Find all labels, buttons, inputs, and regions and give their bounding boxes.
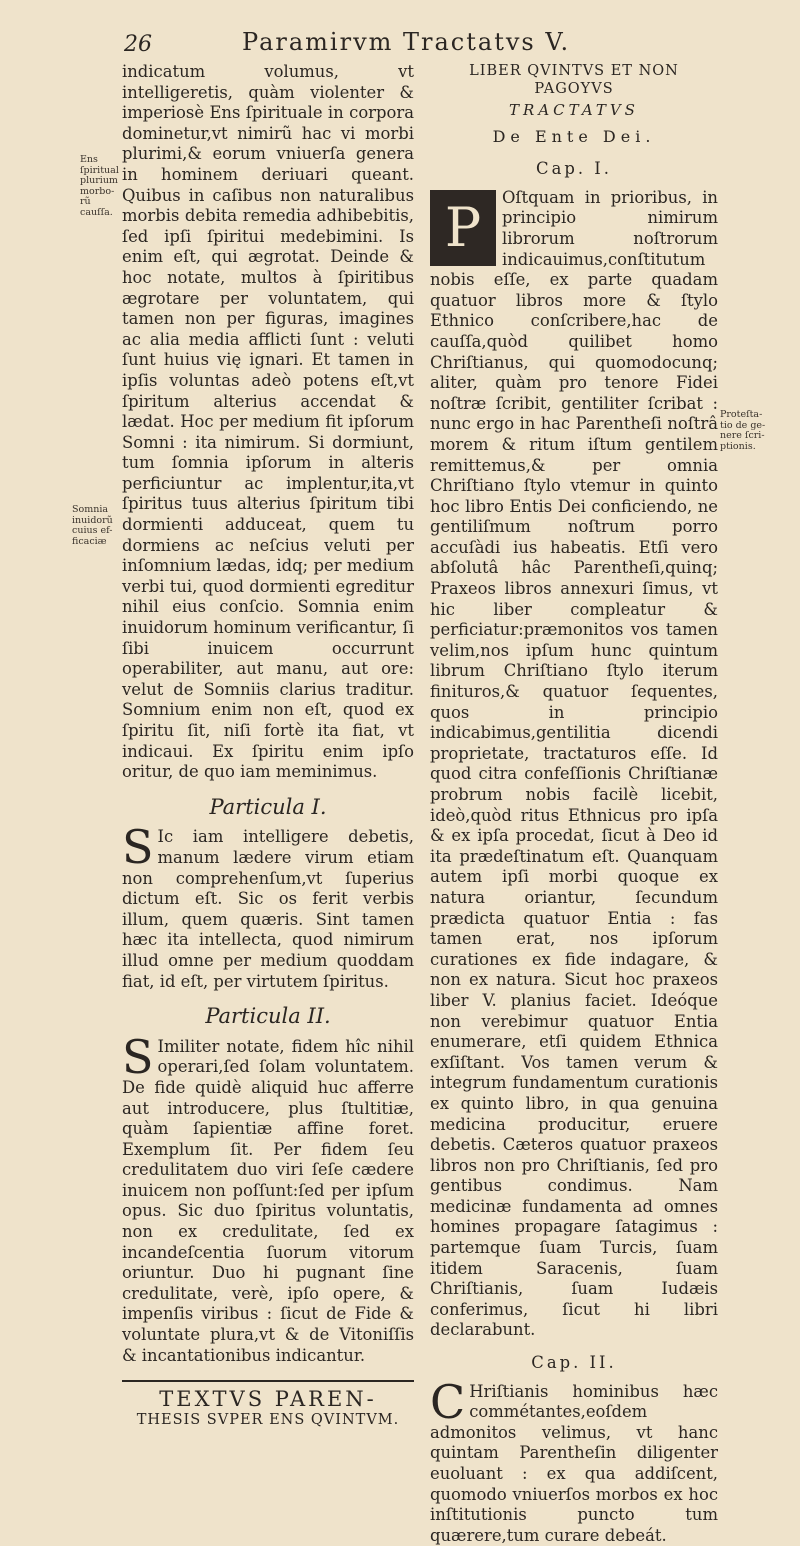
drop-cap: S <box>122 1029 154 1084</box>
body-paragraph: P Oſtquam in prioribus, in principio nimirum librorum noſtrorum indicauimus,conſtitutum nobis eſſe, ex parte quadam quatuor libros more & ſtylo Ethnico conſcribere,hac de cauſſa,quòd quilibet homo Chriſtianus, qui quomodocunq; aliter, quàm pro tenore Fidei noſtræ ſcribit, gentiliter ſcribat : nunc ergo in hac Parentheſi noſtrâ morem & ritum iſtum gentilem remittemus,& per omnia Chriſtiano ſtylo vtemur in quinto hoc libro Entis Dei conficiendo, ne gentiliſmum noſtrum porro accuſàdi ius habeatis. Etſi vero abſolutâ hâc Parentheſi,quinq; Praxeos libros annexuri ſimus, vt hic liber compleatur & perficiatur:præmonitos vos tamen velim,nos ipſum hunc quintum librum Chriſtiano ſtylo iterum finituros,& quatuor ſequentes, quos in principio indicabimus,gentilitia dicendi proprietate, tractaturos eſſe. Id quod citra confeſſionis Chriſtianæ probrum nobis facilè licebit, ideò,quòd ritus Ethnicus pro ipſa & ex ipſa procedat, ſicut à Deo id ita prædeſtinatum eſt. Quanquam autem ipſi morbi quoque ex natura oriantur, ſecundum prædicta quatuor Entia : fas tamen erat, nos ipſorum curationes ex fide indagare, & non ex natura. Sicut hoc praxeos liber V. planius faciet. Ideóque non verebimur quatuor Entia enumerare, etſi quidem Ethnica exſiſtant. Vos tamen verum & integrum fundamentum curationis ex quinto libro, in qua genuina medicina producitur, eruere debetis. Cæteros quatuor praxeos libros non pro Chriſtianis, ſed pro gentibus condimus. Nam medicinæ fundamenta ad omnes homines propagare ſatagimus : partemque ſuam Turcis, ſuam itidem Saracenis, ſuam Chriſtianis, ſuam Iudæis conferimus, ſicut hi libri declarabunt. <box>430 187 718 1340</box>
treatise-title: De Ente Dei. <box>492 126 656 146</box>
tractatus-title: TRACTATVS <box>509 101 639 119</box>
drop-cap: S <box>122 820 154 875</box>
section-heading: Particula II. <box>205 1004 331 1029</box>
divider-rule <box>122 1380 414 1382</box>
chapter-heading: Cap. I. <box>536 159 612 179</box>
body-paragraph: S Ic iam intelligere debetis, manum lædere virum etiam non comprehenſum,vt ſuperius dictum eſt. Sic os ferit verbis illum, quem quæris. Sint tamen hæc ita intellecta, quod nimirum illud omne per medium quoddam fiat, id eſt, per virtutem ſpiritus. <box>122 820 414 991</box>
section-heading: Particula I. <box>209 794 327 819</box>
margin-note: Ens ſpiritual plurium morbo- rũ cauſſa. <box>80 154 119 218</box>
body-paragraph: indicatum volumus, vt intelligeretis, quàm violenter & imperiosè Ens ſpirituale in corpora dominetur,vt nimirũ hac vi morbi plurimi,& eorum vniuerſa genera in hominem deriuari queant. Quibus in caſibus non naturalibus morbis debita remedia adhibebitis, ſed ipſi ſpiritui medebimini. Is enim eſt, qui ægrotat. Deinde & hoc notate, multos à ſpiritibus ægrotare per voluntatem, qui tamen non per figuras, imagines ac alia media afflicti ſunt : veluti ſunt huius vię ignari. Et tamen in ipſis voluntas adeò potens eſt,vt ſpiritum alterius accendat & lædat. Hoc per medium fit ipſorum Somni : ita nimirum. Si dormiunt, tum ſomnia ipſorum in alteris perficiuntur ac implentur,ita,vt ſpiritus tuus alterius ſpiritum tibi dormienti adduceat, quem tu dormiens ac neſcius veluti per inſomnium lædas, idq; per medium verbi tui, quod dormienti egreditur nihil eius conſcio. Somnia enim inuidorum hominum verificantur, ſi ſibi inuicem occurrunt operabiliter, aut manu, aut ore: velut de Somniis clarius traditur. Somnium enim non eſt, quod ex ſpiritu ſit, niſi fortè ita fiat, vt indicaui. Ex ſpiritu enim ipſo oritur, de quo iam meminimus. <box>122 62 414 782</box>
right-column <box>430 62 718 1546</box>
page-number: 26 <box>124 32 152 57</box>
chapter-heading: Cap. II. <box>531 1353 617 1373</box>
textus-subtitle: THESIS SVPER ENS QVINTVM. <box>136 1412 400 1429</box>
running-title: Paramirvm Tractatvs V. <box>242 28 571 56</box>
drop-cap: C <box>430 1374 466 1429</box>
page-header <box>0 28 800 62</box>
margin-note: Somnia inuidorũ cuius ef- ficaciæ <box>72 504 113 547</box>
margin-note: Proteſta- tio de ge- nere ſcri- ptionis. <box>720 409 766 452</box>
body-paragraph: S Imiliter notate, fidem hîc nihil operari,ſed ſolam voluntatem. De fide quidè aliquid huc afferre aut introducere, plus ſtultitiæ, quàm ſapientiæ affine foret. Exemplum ſit. Per fidem ſeu credulitatem duo viri ſeſe cædere inuicem non poſſunt:ſed per ipſum opus. Sic duo ſpiritus voluntatis, non ex credulitate, ſed ex incandeſcentia ſuorum vitorum oriuntur. Duo hi pugnant ſine credulitate, verè, ipſo opere, & impenſis viribus : ſicut de Fide & voluntate plura,vt & de Vitoniſſis & incantationibus indicantur. <box>122 1029 414 1365</box>
left-column <box>122 62 414 1431</box>
ornamental-initial: P <box>430 190 496 266</box>
book-title: LIBER QVINTVS ET NON PAGOYVS <box>469 63 679 97</box>
body-paragraph: C Hriſtianis hominibus hæc commétantes,eoſdem admonitos velimus, vt hanc quintam Parentheſin diligenter euoluant : ex qua addiſcent, quomodo vniuerſos morbos ex hoc inſtitutionis puncto tum quærere,tum curare debeát. <box>430 1374 718 1545</box>
textus-title: TEXTVS PAREN- <box>159 1387 377 1412</box>
